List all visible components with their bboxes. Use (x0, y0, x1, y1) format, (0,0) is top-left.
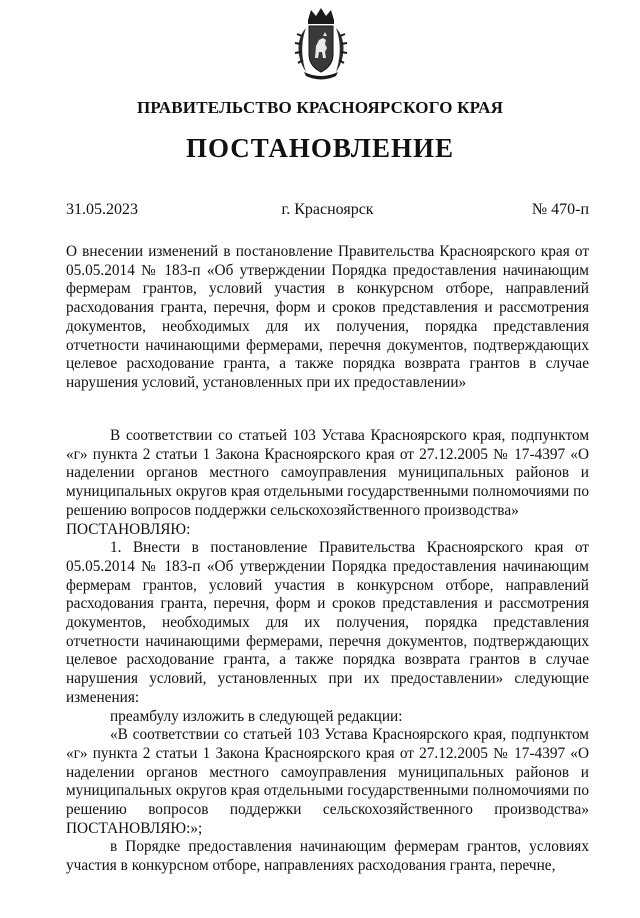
item-1-paragraph: 1. Внести в постановление Правительства Красноярского края от 05.05.2014 № 183-п «Об утверждении Порядка предоставления начинающим фермерам грантов, условий участия в конкурсном отборе, направлений расходования гранта, перечня, форм и сроков представления и рассмотрения документов, необходимых для их получения, порядка представления отчетности начинающими фермерами, перечня документов, подтверждающих целевое расходование гранта, а также порядка возврата грантов в случае нарушения условий, установленных при их предоставлении» следующие изменения: (66, 539, 589, 706)
document-subject: О внесении изменений в постановление Правительства Красноярского края от 05.05.2014 № 183-п «Об утверждении Порядка предоставления начинающим фермерам грантов, условий участия в конкурсном отборе, направлений расходования гранта, перечня, форм и сроков представления и рассмотрения документов, необходимых для их получения, порядка представления отчетности начинающими фермерами, перечня документов, подтверждающих целевое расходование гранта, а также порядка возврата грантов в случае нарушения условий, установленных при их предоставлении» (66, 243, 589, 391)
document-city: г. Красноярск (281, 201, 374, 218)
government-title: ПРАВИТЕЛЬСТВО КРАСНОЯРСКОГО КРАЯ (136, 98, 504, 117)
document-date: 31.05.2023 (66, 201, 138, 218)
document-type-title: ПОСТАНОВЛЕНИЕ (185, 133, 455, 163)
coat-of-arms-icon (292, 6, 350, 82)
document-meta-row (66, 201, 589, 223)
order-change-paragraph: в Порядке предоставления начинающим фермерам грантов, условиях участия в конкурсном отборе, направлениях расходования гранта, перечне, (66, 838, 589, 875)
preamble-note: преамбулу изложить в следующей редакции: (110, 707, 403, 725)
preamble-quote: «В соответствии со статьей 103 Устава Красноярского края, подпунктом «г» пункта 2 статьи 1 Закона Красноярского края от 27.12.2005 № 17-4397 «О наделении органов местного самоуправления муниципальных районов и муниципальных округов края отдельными государственными полномочиями по решению вопросов поддержки сельскохозяйственного производства» ПОСТАНОВЛЯЮ:»; (66, 726, 589, 837)
document-number: № 470-п (531, 201, 589, 218)
intro-paragraph: В соответствии со статьей 103 Устава Красноярского края, подпунктом «г» пункта 2 статьи 1 Закона Красноярского края от 27.12.2005 № 17-4397 «О наделении органов местного самоуправления муниципальных районов и муниципальных округов края отдельными государственными полномочиями по решению вопросов поддержки сельскохозяйственного производства» (66, 427, 589, 519)
document-body (66, 427, 589, 876)
resolve-line: ПОСТАНОВЛЯЮ: (66, 520, 191, 538)
